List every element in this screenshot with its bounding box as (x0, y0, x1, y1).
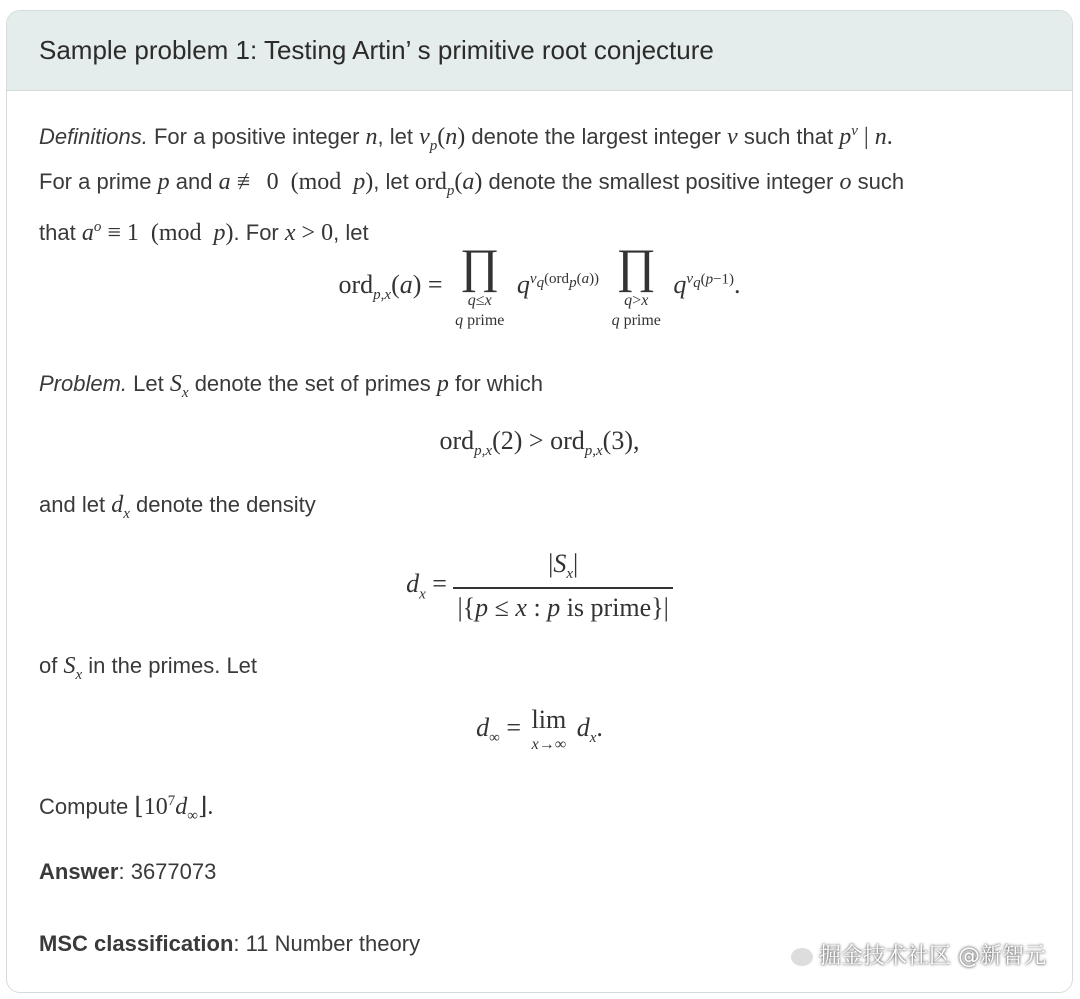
primes-paragraph: of $S_x$ in the primes. Let (39, 653, 258, 683)
definitions-paragraph: Definitions. For a positive integer n, let $v_p(n)$ denote the largest integer v such that $p^v$ | n. For a prime p and a ≢ 0 (mod p), let ord$_p$(a) denote the smallest positive integer o such that $a^o \equiv 1$ (mod p). For x > 0, let (39, 123, 905, 246)
limit-formula: $d_\infty$ = lim x→∞ $d_x$. (476, 705, 603, 753)
density-paragraph: and let $d_x$ denote the density (39, 492, 316, 522)
card-title: Sample problem 1: Testing Artin’ s primitive root conjecture (39, 35, 714, 65)
problem-paragraph: Problem. Let $S_x$ denote the set of primes p for which (39, 371, 544, 401)
watermark: 掘金技术社区 @新智元 (791, 939, 1046, 970)
ord-formula: ord$_{p,x}$(a) = ∏ q≤x q prime $q^{v_q(ord_p(a))}$ ∏ q>x q prime $q^{v_q(p-1)}$. (338, 240, 741, 329)
density-formula: $d_x$ = $\frac{|S_x|}{\text{|\{p ≤ x : p is prime\}|}}$ (7, 549, 1072, 623)
definitions-label: Definitions. (39, 124, 148, 149)
answer-label: Answer (39, 859, 119, 884)
answer-value: : 3677073 (118, 859, 217, 884)
compute-paragraph: Compute $⌊10^7d_\infty⌋$. (39, 793, 214, 824)
comparison-formula: ord$_{p,x}$(2) > ord$_{p,x}$(3), (439, 426, 640, 460)
card-header (7, 11, 1072, 91)
wechat-icon (791, 948, 813, 966)
msc-value: : 11 Number theory (233, 931, 421, 956)
answer-line (39, 854, 1044, 890)
problem-label: Problem. (39, 371, 128, 396)
problem-card (6, 10, 1073, 993)
msc-label: MSC classification (39, 931, 234, 956)
